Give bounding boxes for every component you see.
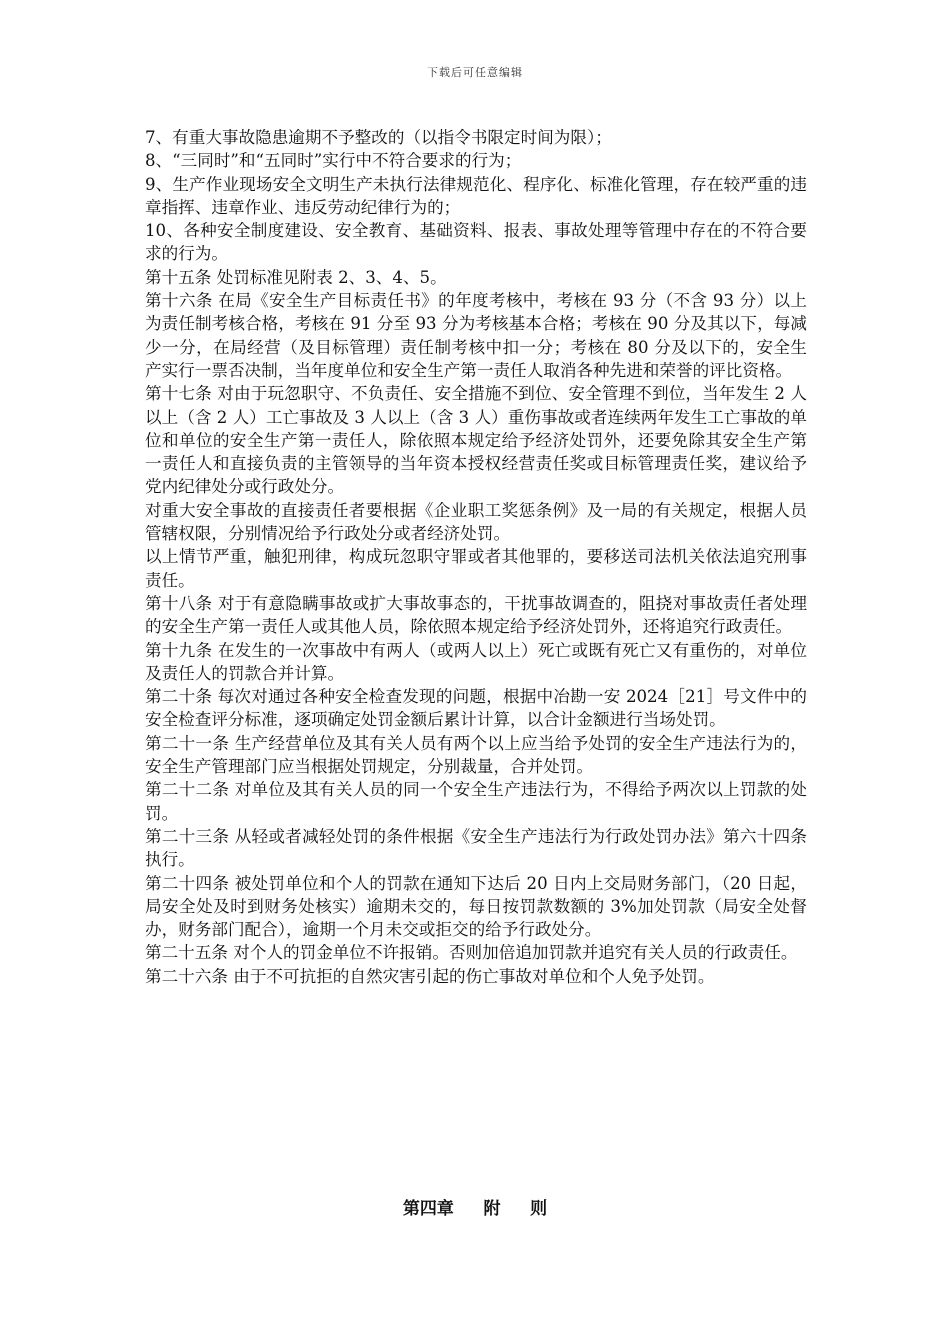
paragraph-item-9: 9、生产作业现场安全文明生产未执行法律规范化、程序化、标准化管理，存在较严重的违章指挥、违章作业、违反劳动纪律行为的； [145,174,807,217]
page-header: 下载后可任意编辑 [427,66,523,79]
document-body [145,126,807,988]
chapter-title: 第四章 附 则 [402,1199,548,1219]
article-25: 第二十五条 对个人的罚金单位不许报销。否则加倍追加罚款并追究有关人员的行政责任。 [145,943,798,963]
article-26: 第二十六条 由于不可抗拒的自然灾害引起的伤亡事故对单位和个人免予处罚。 [145,966,715,986]
article-19: 第十九条 在发生的一次事故中有两人（或两人以上）死亡或既有死亡又有重伤的，对单位及责任人的罚款合并计算。 [145,640,807,683]
paragraph-item-7: 7、有重大事故隐患逾期不予整改的（以指令书限定时间为限）； [145,128,612,147]
article-17-para-2: 对重大安全事故的直接责任者要根据《企业职工奖惩条例》及一局的有关规定，根据人员管辖权限，分别情况给予行政处分或者经济处罚。 [145,500,807,544]
article-22: 第二十二条 对单位及其有关人员的同一个安全生产违法行为，不得给予两次以上罚款的处罚。 [145,780,807,823]
article-17: 第十七条 对由于玩忽职守、不负责任、安全措施不到位、安全管理不到位，当年发生 2 人以上（含 2 人）工亡事故及 3 人以上（含 3 人）重伤事故或者连续两年发生工亡事故的单位和单位的安全生产第一责任人，除依照本规定给予经济处罚外，还要免除其安全生产第一责任人和直接负责的主管领导的当年资本授权经营责任奖或目标管理责任奖，建议给予党内纪律处分或行政处分。 [145,384,807,497]
article-15: 第十五条 处罚标准见附表 2、3、4、5。 [145,267,447,287]
article-17-para-3: 以上情节严重，触犯刑律，构成玩忽职守罪或者其他罪的，要移送司法机关依法追究刑事责任。 [145,547,807,590]
article-21: 第二十一条 生产经营单位及其有关人员有两个以上应当给予处罚的安全生产违法行为的，安全生产管理部门应当根据处罚规定，分别裁量，合并处罚。 [145,733,807,777]
paragraph-item-8: 8、“三同时”和“五同时”实行中不符合要求的行为； [145,151,522,171]
article-16: 第十六条 在局《安全生产目标责任书》的年度考核中，考核在 93 分（不含 93 分）以上为责任制考核合格，考核在 91 分至 93 分为考核基本合格；考核在 90 分及其以下，每减少一分，在局经营（及目标管理）责任制考核中扣一分；考核在 80 分及以下的，安全生产实行一票否决制，当年度单位和安全生产第一责任人取消各种先进和荣誉的评比资格。 [145,291,807,380]
article-24: 第二十四条 被处罚单位和个人的罚款在通知下达后 20 日内上交局财务部门，（20 日起，局安全处及时到财务处核实）逾期未交的，每日按罚款数额的 3%加处罚款（局安全处督办，财务部门配合），逾期一个月未交或拒交的给予行政处分。 [145,873,807,940]
article-18: 第十八条 对于有意隐瞒事故或扩大事故事态的，干扰事故调查的，阻挠对事故责任者处理的安全生产第一责任人或其他人员，除依照本规定给予经济处罚外，还将追究行政责任。 [145,593,807,637]
article-20: 第二十条 每次对通过各种安全检查发现的问题，根据中冶勘一安 2024［21］号文件中的安全检查评分标准，逐项确定处罚金额后累计计算，以合计金额进行当场处罚。 [145,687,807,730]
paragraph-item-10: 10、各种安全制度建设、安全教育、基础资料、报表、事故处理等管理中存在的不符合要求的行为。 [145,221,807,264]
article-23: 第二十三条 从轻或者减轻处罚的条件根据《安全生产违法行为行政处罚办法》第六十四条执行。 [145,826,807,870]
